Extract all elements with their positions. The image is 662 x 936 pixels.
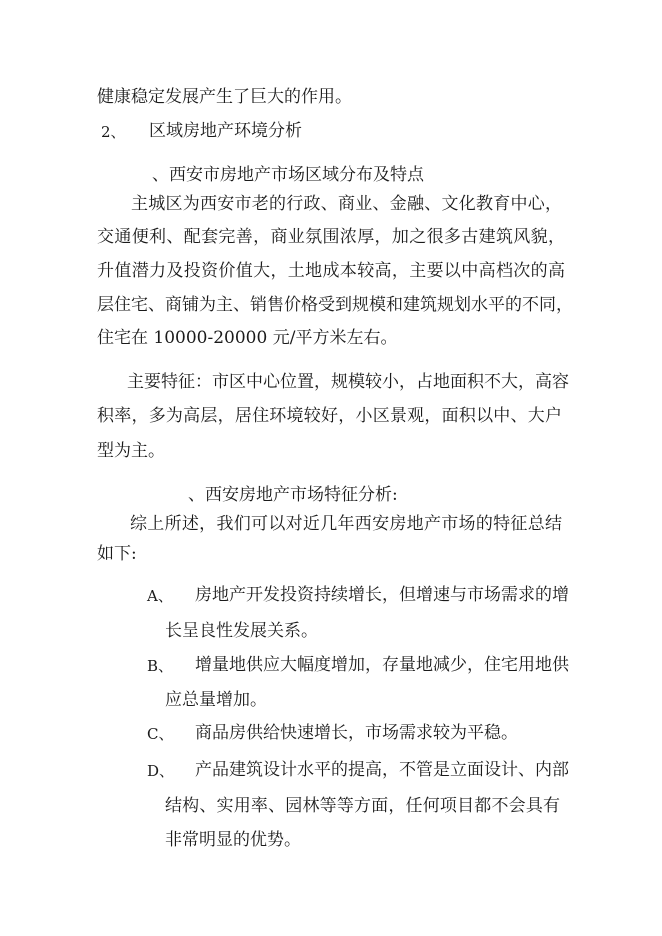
section-title: 区域房地产环境分析	[149, 121, 302, 141]
item-a-line: 房地产开发投资持续增长，但增速与市场需求的增	[195, 585, 569, 605]
item-d-line: 结构、实用率、园林等等方面，任何项目都不会具有	[165, 796, 560, 816]
subheading-distribution: 、西安市房地产市场区域分布及特点	[152, 165, 424, 185]
paragraph-line: 住宅在 10000-20000 元/平方米左右。	[97, 328, 398, 348]
item-b-line: 增量地供应大幅度增加，存量地减少，住宅用地供	[195, 655, 569, 675]
item-d-line: 非常明显的优势。	[165, 830, 301, 850]
item-marker-a: A、	[147, 587, 173, 605]
item-marker-b: B、	[147, 657, 174, 675]
summary-line: 如下:	[97, 544, 137, 564]
paragraph-line: 层住宅、商铺为主、销售价格受到规模和建筑规划水平的不同，	[97, 295, 573, 315]
item-a-line: 长呈良性发展关系。	[165, 621, 318, 641]
item-c-line: 商品房供给快速增长，市场需求较为平稳。	[195, 723, 518, 743]
subheading-market-features: 、西安房地产市场特征分析:	[188, 485, 398, 505]
item-b-line: 应总量增加。	[165, 690, 267, 710]
item-d-line: 产品建筑设计水平的提高，不管是立面设计、内部	[195, 760, 569, 780]
section-number: 2、	[101, 123, 126, 141]
features-line: 主要特征：市区中心位置，规模较小，占地面积不大，高容	[127, 372, 569, 392]
features-line: 积率，多为高层，居住环境较好，小区景观，面积以中、大户	[97, 406, 562, 426]
features-line: 型为主。	[97, 441, 165, 461]
paragraph-line: 主城区为西安市老的行政、商业、金融、文化教育中心，	[131, 194, 562, 214]
intro-line: 健康稳定发展产生了巨大的作用。	[97, 87, 352, 107]
summary-line: 综上所述，我们可以对近几年西安房地产市场的特征总结	[130, 514, 562, 534]
paragraph-line: 交通便利、配套完善，商业氛围浓厚，加之很多古建筑风貌，	[97, 227, 565, 247]
item-marker-c: C、	[147, 725, 174, 743]
paragraph-line: 升值潜力及投资价值大，土地成本较高，主要以中高档次的高	[97, 261, 565, 281]
item-marker-d: D、	[147, 762, 175, 780]
